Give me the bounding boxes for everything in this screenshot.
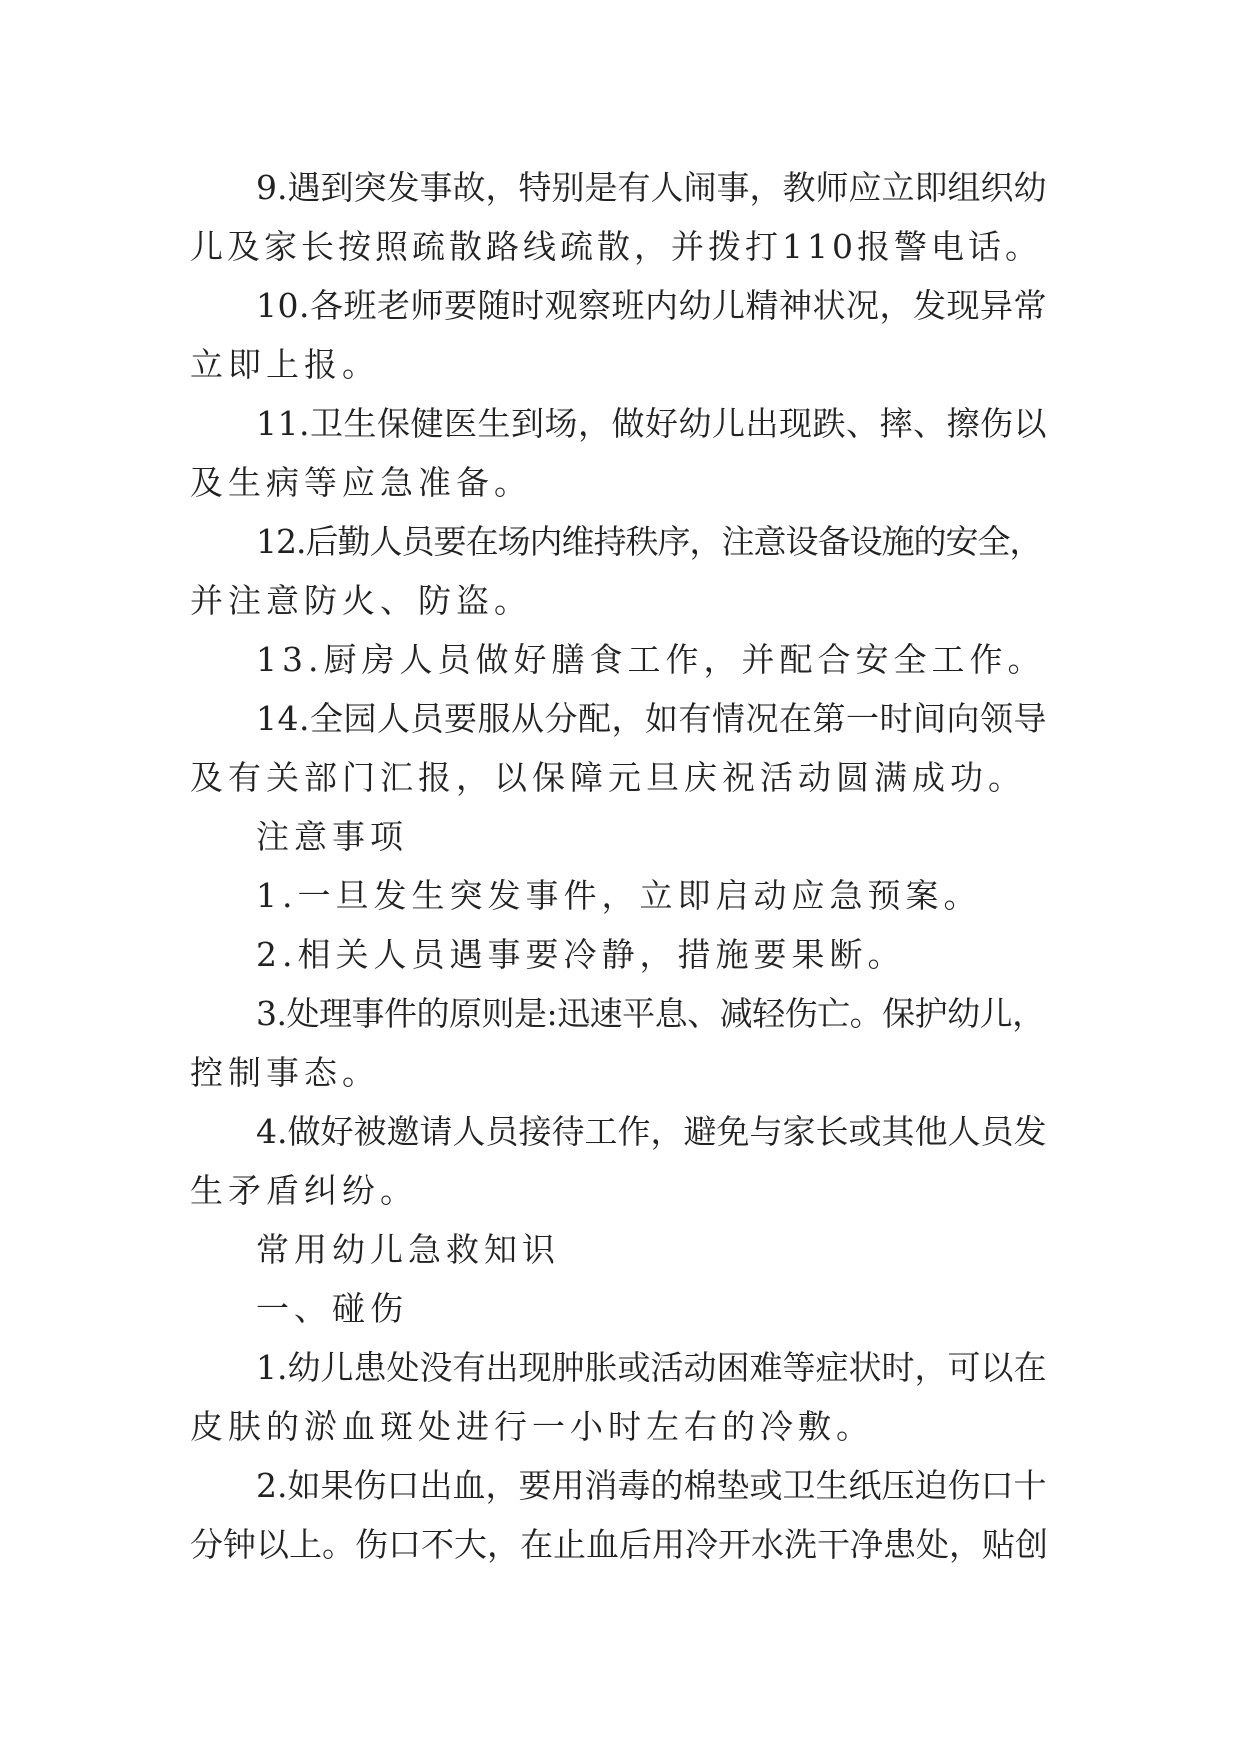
text-line: 并注意防火、防盗。 (190, 581, 532, 620)
text-line: 4.做好被邀请人员接待工作，避免与家长或其他人员发 (256, 1112, 1047, 1151)
text-line: 一、碰伤 (256, 1289, 408, 1328)
text-line: 立即上报。 (190, 345, 380, 384)
text-line: 分钟以上。伤口不大，在止血后用冷开水洗干净患处，贴创 (190, 1525, 1048, 1564)
text-line: 10.各班老师要随时观察班内幼儿精神状况，发现异常 (256, 286, 1047, 325)
text-line: 及生病等应急准备。 (190, 463, 532, 502)
text-line: 1.幼儿患处没有出现肿胀或活动困难等症状时，可以在 (256, 1348, 1047, 1387)
text-line: 及有关部门汇报，以保障元旦庆祝活动圆满成功。 (190, 758, 1026, 797)
text-line: 9.遇到突发事故，特别是有人闹事，教师应立即组织幼 (256, 168, 1047, 207)
text-line: 常用幼儿急救知识 (256, 1230, 560, 1269)
text-line: 皮肤的淤血斑处进行一小时左右的冷敷。 (190, 1407, 874, 1446)
text-line: 注意事项 (256, 817, 408, 856)
text-line: 控制事态。 (190, 1053, 380, 1092)
text-line: 11.卫生保健医生到场，做好幼儿出现跌、摔、擦伤以 (256, 404, 1047, 443)
text-line: 2.如果伤口出血，要用消毒的棉垫或卫生纸压迫伤口十 (256, 1466, 1047, 1505)
text-line: 生矛盾纠纷。 (190, 1171, 418, 1210)
text-line: 1.一旦发生突发事件，立即启动应急预案。 (256, 876, 982, 915)
text-line: 3.处理事件的原则是:迅速平息、减轻伤亡。保护幼儿， (256, 994, 1045, 1033)
text-line: 14.全园人员要服从分配，如有情况在第一时间向领导 (256, 699, 1047, 738)
text-line: 12.后勤人员要在场内维持秩序，注意设备设施的安全， (256, 522, 1042, 561)
document-body (190, 158, 1052, 1574)
text-line: 13.厨房人员做好膳食工作，并配合安全工作。 (256, 640, 1046, 679)
text-line: 2.相关人员遇事要冷静，措施要果断。 (256, 935, 906, 974)
text-line: 儿及家长按照疏散路线疏散，并拨打110报警电话。 (190, 227, 1042, 266)
